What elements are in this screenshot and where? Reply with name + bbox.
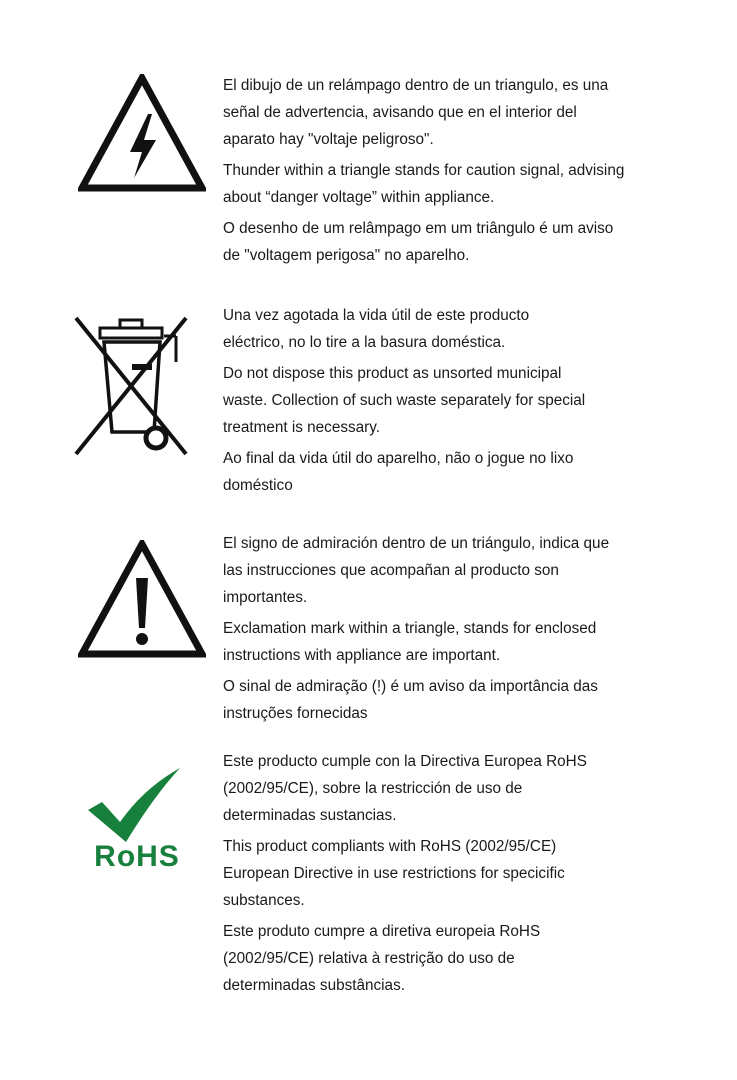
instructions-warning-text-en: Exclamation mark within a triangle, stands for enclosed instructions with appliance are important. xyxy=(223,620,597,664)
crossed-out-wheelie-bin-icon xyxy=(72,314,190,463)
instructions-warning-text-es: El signo de admiración dentro de un triángulo, indica que las instrucciones que acompañan al producto son importantes. xyxy=(223,535,610,606)
disposal-text-es: Una vez agotada la vida útil de este producto eléctrico, no lo tire a la basura doméstica. xyxy=(223,307,530,351)
rohs-text-pt: Este produto cumpre a diretiva europeia RoHS (2002/95/CE) relativa à restrição do uso de determinadas substâncias. xyxy=(223,923,541,994)
voltage-warning-text-es: El dibujo de un relámpago dentro de un triangulo, es una señal de advertencia, avisando que en el interior del aparato hay "voltaje peligroso". xyxy=(223,77,609,148)
disposal-text-pt: Ao final da vida útil do aparelho, não o jogue no lixo doméstico xyxy=(223,450,574,494)
high-voltage-warning-triangle-icon xyxy=(78,74,206,199)
disposal-text-en: Do not dispose this product as unsorted municipal waste. Collection of such waste separately for special treatment is necessary. xyxy=(223,365,586,436)
instructions-warning-text-pt: O sinal de admiração (!) é um aviso da importância das instruções fornecidas xyxy=(223,678,598,722)
voltage-warning-text-en: Thunder within a triangle stands for caution signal, advising about “danger voltage” within appliance. xyxy=(223,162,625,206)
exclamation-warning-triangle-icon xyxy=(78,540,206,665)
rohs-label: RoHS xyxy=(94,840,180,873)
rohs-text-en: This product compliants with RoHS (2002/95/CE) European Directive in use restrictions for specicific substances. xyxy=(223,838,565,909)
rohs-checkmark-icon xyxy=(82,766,192,878)
voltage-warning-text-pt: O desenho de um relâmpago em um triângulo é um aviso de "voltagem perigosa" no aparelho. xyxy=(223,220,614,264)
rohs-text-es: Este producto cumple con la Directiva Europea RoHS (2002/95/CE), sobre la restricción de uso de determinadas sustancias. xyxy=(223,753,587,824)
